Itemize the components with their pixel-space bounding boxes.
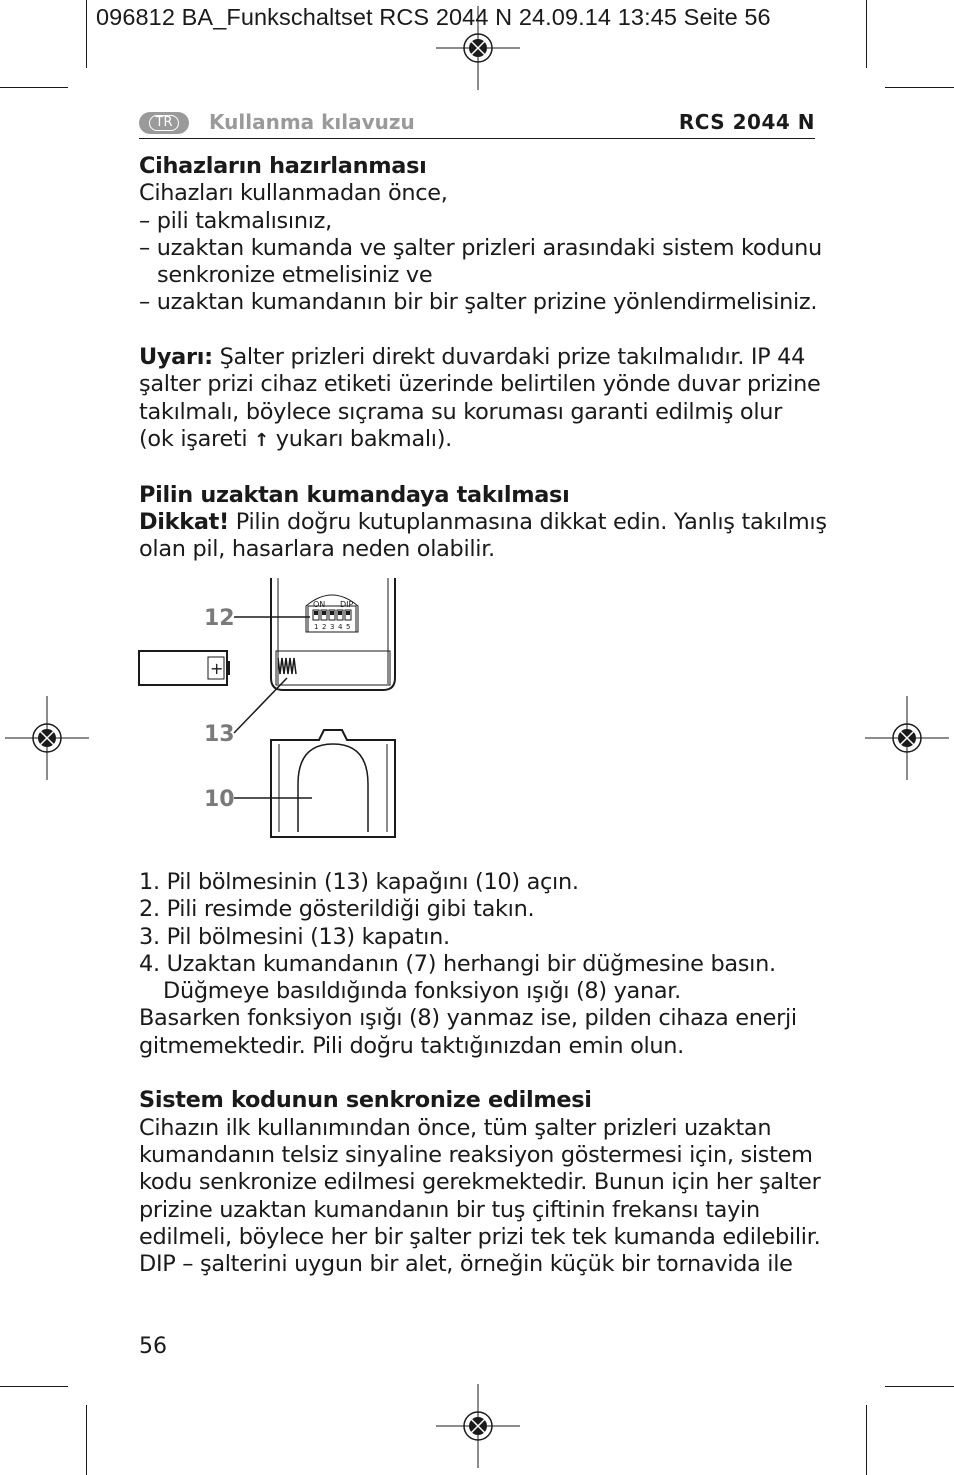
step-item: 3. Pil bölmesini (13) kapatın. bbox=[139, 923, 450, 950]
paragraph-line: Cihazın ilk kullanımından önce, tüm şalter prizleri uzaktan bbox=[139, 1114, 772, 1141]
body-text-bottom bbox=[139, 869, 829, 1278]
list-item-continuation: senkronize etmelisiniz ve bbox=[157, 262, 433, 289]
page-number: 56 bbox=[139, 1334, 167, 1359]
list-item: – pili takmalısınız, bbox=[139, 207, 332, 234]
dip-number: 2 bbox=[322, 623, 327, 631]
crop-mark bbox=[885, 87, 954, 88]
paragraph-line: edilmeli, böylece her bir şalter prizi tek tek kumanda edilebilir. bbox=[139, 1223, 821, 1250]
spacer bbox=[139, 454, 829, 481]
registration-mark-icon bbox=[865, 696, 949, 780]
dip-number: 5 bbox=[346, 623, 351, 631]
caution-line: Dikkat! Pilin doğru kutuplanmasına dikkat edin. Yanlış takılmış bbox=[139, 508, 827, 535]
caution-label: Dikkat! bbox=[139, 508, 229, 535]
callout-label: 12 bbox=[204, 606, 235, 631]
warning-line: (ok işareti ↑ yukarı bakmalı). bbox=[139, 425, 452, 452]
model-name: RCS 2044 N bbox=[678, 110, 815, 134]
language-badge bbox=[139, 112, 189, 134]
crop-mark bbox=[86, 1405, 87, 1475]
crop-mark bbox=[0, 87, 68, 88]
paragraph-line: prizine uzaktan kumandanın bir tuş çiftinin frekansı tayin bbox=[139, 1196, 760, 1223]
list-item: – uzaktan kumandanın bir bir şalter prizine yönlendirmelisiniz. bbox=[139, 289, 818, 316]
crop-mark bbox=[866, 1405, 867, 1475]
step-item: 4. Uzaktan kumandanın (7) herhangi bir düğmesine basın. bbox=[139, 950, 776, 977]
registration-mark-icon bbox=[436, 1384, 520, 1468]
warning-line: takılmalı, böylece sıçrama su koruması garanti edilmiş olur bbox=[139, 398, 783, 425]
crop-mark bbox=[866, 0, 867, 68]
dip-number: 3 bbox=[330, 623, 335, 631]
callout-label: 13 bbox=[204, 722, 235, 747]
warning-line: Uyarı: Şalter prizleri direkt duvardaki prize takılmalıdır. IP 44 bbox=[139, 344, 806, 371]
section-heading: Cihazların hazırlanması bbox=[139, 153, 427, 179]
step-item: 1. Pil bölmesinin (13) kapağını (10) açın. bbox=[139, 869, 579, 895]
dip-number: 4 bbox=[338, 623, 343, 631]
paragraph-line: kodu senkronize edilmesi gerekmektedir. Bunun için her şalter bbox=[139, 1169, 821, 1196]
crop-mark bbox=[0, 1386, 68, 1387]
caution-line: olan pil, hasarlara neden olabilir. bbox=[139, 536, 495, 563]
paragraph-line: kumandanın telsiz sinyaline reaksiyon göstermesi için, sistem bbox=[139, 1141, 813, 1168]
crop-mark bbox=[86, 0, 87, 68]
manual-title: Kullanma kılavuzu bbox=[209, 110, 415, 134]
body-text-top bbox=[139, 153, 829, 563]
dip-label: DIP bbox=[340, 600, 354, 609]
step-item: 2. Pili resimde gösterildiği gibi takın. bbox=[139, 896, 535, 923]
page-header bbox=[139, 110, 815, 139]
dip-number: 1 bbox=[314, 623, 319, 631]
paragraph-line: DIP – şalterini uygun bir alet, örneğin küçük bir tornavida ile bbox=[139, 1251, 793, 1278]
note-line: Basarken fonksiyon ışığı (8) yanmaz ise, pilden cihaza enerji bbox=[139, 1005, 797, 1032]
warning-line: şalter prizi cihaz etiketi üzerinde belirtilen yönde duvar prizine bbox=[139, 371, 821, 398]
warning-label: Uyarı: bbox=[139, 344, 213, 371]
language-code: TR bbox=[149, 115, 180, 131]
note-line: gitmemektedir. Pili doğru taktığınızdan emin olun. bbox=[139, 1032, 684, 1059]
dip-on-label: ON bbox=[313, 600, 326, 609]
battery-installation-figure bbox=[136, 578, 406, 842]
battery-plus-symbol: + bbox=[210, 659, 224, 678]
arrow-up-icon: ↑ bbox=[254, 429, 269, 451]
section-heading: Pilin uzaktan kumandaya takılması bbox=[139, 481, 570, 508]
list-item: – uzaktan kumanda ve şalter prizleri arasındaki sistem kodunu bbox=[139, 234, 822, 261]
section-heading: Sistem kodunun senkronize edilmesi bbox=[139, 1087, 592, 1114]
spacer bbox=[139, 1060, 829, 1087]
callout-label: 10 bbox=[204, 787, 235, 812]
print-slug: 096812 BA_Funkschaltset RCS 2044 N 24.09.14 13:45 Seite 56 bbox=[96, 4, 771, 30]
spacer bbox=[139, 317, 829, 344]
paragraph-line: Cihazları kullanmadan önce, bbox=[139, 180, 448, 207]
step-item-continuation: Düğmeye basıldığında fonksiyon ışığı (8) yanar. bbox=[163, 978, 681, 1005]
crop-mark bbox=[885, 1386, 954, 1387]
registration-mark-icon bbox=[5, 696, 89, 780]
